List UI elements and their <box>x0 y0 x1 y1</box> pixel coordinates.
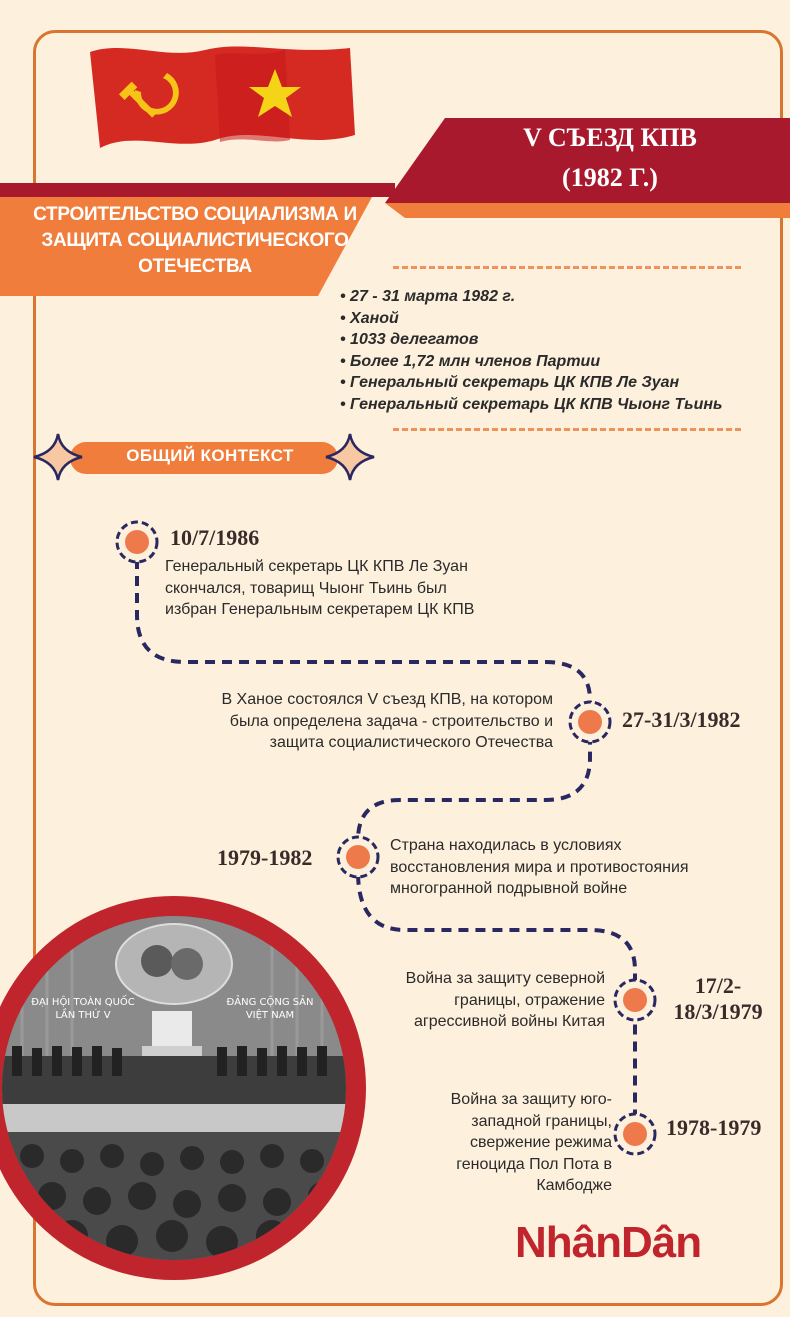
page-subtitle: СТРОИТЕЛЬСТВО СОЦИАЛИЗМА И ЗАЩИТА СОЦИАЛИСТИЧЕСКОГО ОТЕЧЕСТВА <box>33 204 357 277</box>
event-date: 1979-1982 <box>217 845 313 870</box>
list-item: • Генеральный секретарь ЦК КПВ Чыонг Тьинь <box>340 394 723 416</box>
event-text: Генеральный секретарь ЦК КПВ Ле Зуан скончался, товарищ Чыонг Тьинь был избран Генеральным секретарем ЦК КПВ <box>165 558 475 618</box>
divider <box>393 428 741 431</box>
event-text: Война за защиту северной границы, отражение агрессивной войны Китая <box>405 970 605 1030</box>
event-date: 27-31/3/1982 <box>622 707 741 732</box>
timeline-dot <box>615 980 655 1020</box>
photo-banner-right: ĐẢNG CỘNG SẢN VIỆT NAM <box>226 997 314 1021</box>
event-text: Война за защиту юго- западной границы, свержение режима геноцида Пол Пота в Камбодже <box>450 1091 612 1194</box>
event-date: 1978-1979 <box>666 1115 762 1140</box>
timeline-dot <box>570 702 610 742</box>
facts-list <box>340 286 723 415</box>
event-text: В Ханое состоялся V съезд КПВ, на котором была определена задача - строительство и защита социалистического Отечества <box>221 691 553 751</box>
photo-banner-left: ĐẠI HỘI TOÀN QUỐC LẦN THỨ V <box>31 997 135 1021</box>
photo-illustration <box>2 916 346 1260</box>
event-date: 10/7/1986 <box>170 525 260 550</box>
list-item: • 1033 делегатов <box>340 329 723 351</box>
page-title: V СЪЕЗД КПВ (1982 Г.) <box>523 123 697 192</box>
event-text: Страна находилась в условиях восстановления мира и противостояния многогранной подрывной войне <box>390 837 689 897</box>
list-item: • Генеральный секретарь ЦК КПВ Ле Зуан <box>340 372 723 394</box>
congress-photo <box>0 896 366 1280</box>
list-item: • 27 - 31 марта 1982 г. <box>340 286 723 308</box>
list-item: • Ханой <box>340 308 723 330</box>
event-date: 17/2- 18/3/1979 <box>673 973 763 1024</box>
divider <box>393 266 741 269</box>
timeline-dot <box>615 1114 655 1154</box>
context-label: ОБЩИЙ КОНТЕКСТ <box>126 446 294 465</box>
timeline-dot <box>338 837 378 877</box>
nhandan-logo: NhânDân <box>515 1218 702 1267</box>
flags-illustration <box>85 40 365 160</box>
timeline-dot <box>117 522 157 562</box>
list-item: • Более 1,72 млн членов Партии <box>340 351 723 373</box>
